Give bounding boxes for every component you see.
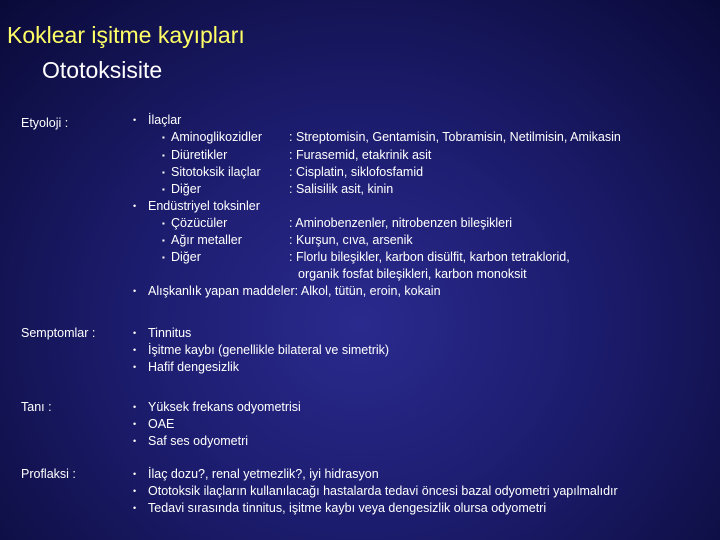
toksin-item-name: Diğer <box>171 250 201 264</box>
slide-title: Koklear işitme kayıpları <box>7 22 245 48</box>
bullet-icon: • <box>133 486 137 496</box>
bullet-icon: ▪ <box>162 185 165 194</box>
bullet-icon: • <box>133 201 137 211</box>
toksin-item-desc-cont: organik fosfat bileşikleri, karbon monoksit <box>298 267 527 281</box>
proflaksi-label: Proflaksi : <box>21 467 76 481</box>
ilac-item-name: Sitotoksik ilaçlar <box>171 165 261 179</box>
tani-label: Tanı : <box>21 400 52 414</box>
tani-item: OAE <box>148 417 175 431</box>
tani-item: Yüksek frekans odyometrisi <box>148 400 301 414</box>
toksin-item-desc: : Kurşun, cıva, arsenik <box>289 233 413 247</box>
semptom-item: İşitme kaybı (genellikle bilateral ve simetrik) <box>148 343 390 357</box>
bullet-icon: • <box>133 402 137 412</box>
bullet-icon: ▪ <box>162 253 165 262</box>
bullet-icon: • <box>133 328 137 338</box>
tani-item: Saf ses odyometri <box>148 434 249 448</box>
proflaksi-item: İlaç dozu?, renal yetmezlik?, iyi hidrasyon <box>148 467 379 481</box>
ilac-item-desc: : Salisilik asit, kinin <box>289 182 394 196</box>
bullet-icon: • <box>133 286 137 296</box>
bullet-icon: • <box>133 469 137 479</box>
aliskanlik-line: Alışkanlık yapan maddeler: Alkol, tütün, eroin, kokain <box>148 284 441 298</box>
ilac-item-name: Aminoglikozidler <box>171 130 263 144</box>
proflaksi-item: Ototoksik ilaçların kullanılacağı hastalarda tedavi öncesi bazal odyometri yapılmalıdır <box>148 484 618 498</box>
bullet-icon: • <box>133 345 137 355</box>
etyoloji-label: Etyoloji : <box>21 116 69 130</box>
ilac-item-desc: : Cisplatin, siklofosfamid <box>289 165 424 179</box>
bullet-icon: ▪ <box>162 133 165 142</box>
bullet-icon: • <box>133 115 137 125</box>
ilac-item-desc: : Furasemid, etakrinik asit <box>289 148 432 162</box>
bullet-icon: ▪ <box>162 151 165 160</box>
slide-subtitle: Ototoksisite <box>42 57 163 83</box>
proflaksi-item: Tedavi sırasında tinnitus, işitme kaybı veya dengesizlik olursa odyometri <box>148 501 547 515</box>
bullet-icon: • <box>133 436 137 446</box>
semptomlar-label: Semptomlar : <box>21 326 96 340</box>
ilac-item-name: Diğer <box>171 182 201 196</box>
toksin-item-name: Çözücüler <box>171 216 228 230</box>
bullet-icon: • <box>133 419 137 429</box>
ilac-item-desc: : Streptomisin, Gentamisin, Tobramisin, Netilmisin, Amikasin <box>289 130 621 144</box>
toksin-item-desc: : Aminobenzenler, nitrobenzen bileşikleri <box>289 216 513 230</box>
semptom-item: Hafif dengesizlik <box>148 360 240 374</box>
ilaclar-heading: İlaçlar <box>148 113 182 127</box>
bullet-icon: • <box>133 503 137 513</box>
semptom-item: Tinnitus <box>148 326 192 340</box>
bullet-icon: ▪ <box>162 236 165 245</box>
toksin-item-desc: : Florlu bileşikler, karbon disülfit, karbon tetraklorid, <box>289 250 570 264</box>
toksin-item-name: Ağır metaller <box>171 233 242 247</box>
bullet-icon: ▪ <box>162 168 165 177</box>
bullet-icon: • <box>133 362 137 372</box>
endustriyel-heading: Endüstriyel toksinler <box>148 199 260 213</box>
ilac-item-name: Diüretikler <box>171 148 228 162</box>
bullet-icon: ▪ <box>162 219 165 228</box>
